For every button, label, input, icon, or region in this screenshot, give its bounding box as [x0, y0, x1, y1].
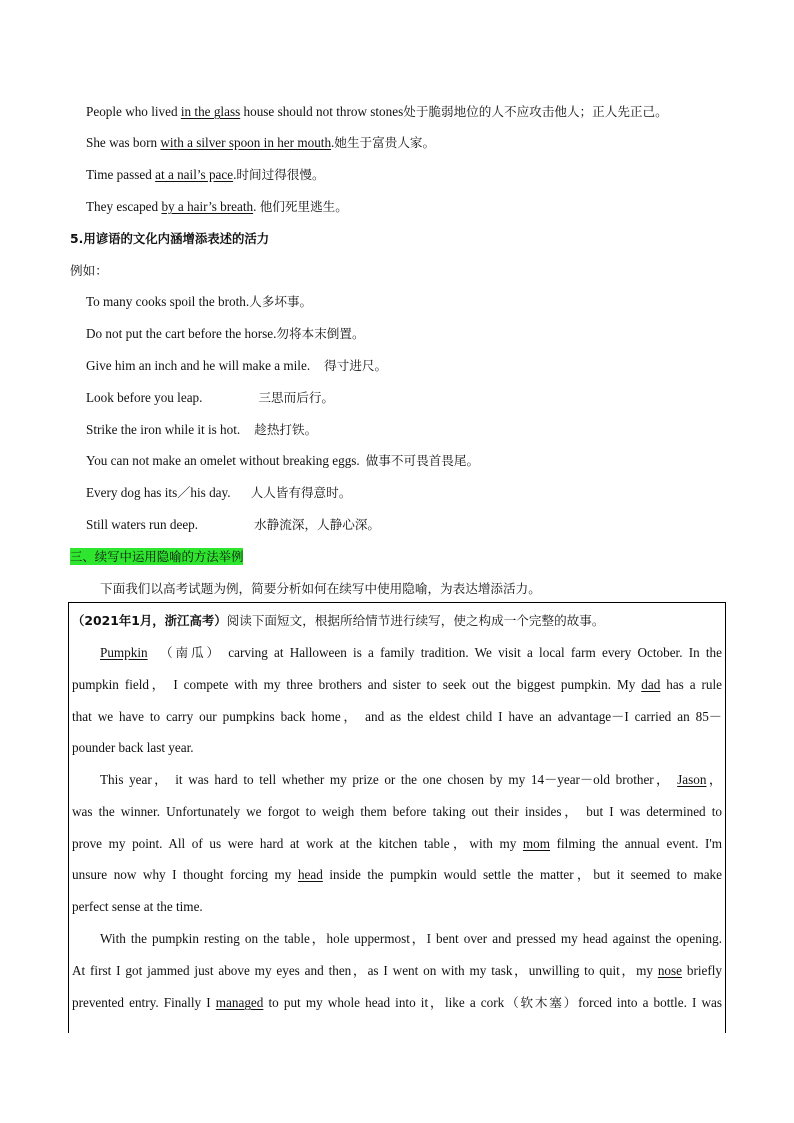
section-5-title: 5.用谚语的文化内涵增添表述的活力	[70, 231, 270, 246]
proverb-line: Strike the iron while it is hot. 趁热打铁。	[86, 422, 318, 437]
idiom-line: Time passed at a nail’s pace.时间过得很慢。	[86, 167, 325, 182]
passage-line: Pumpkin （南瓜） carving at Halloween is a family tradition. We visit a local farm every October. In the	[100, 645, 723, 660]
underlined-idiom: by a hair’s breath	[161, 199, 254, 214]
passage-line: prove my point. All of us were hard at work at the kitchen table，with my mom filming the annual event. I'm	[72, 836, 722, 851]
passage-line: At first I got jammed just above my eyes and then，as I went on with my task，unwilling to quit，my nose briefly	[72, 963, 723, 978]
proverb-line: Do not put the cart before the horse.勿将本末倒置。	[86, 326, 365, 341]
passage-line: With the pumpkin resting on the table，hole uppermost，I bent over and pressed my head against the opening.	[100, 931, 722, 946]
passage-line: was the winner. Unfortunately we forgot to weigh them before taking out their insides， but I was determined to	[72, 804, 722, 819]
underlined-idiom: at a nail’s pace	[155, 167, 234, 182]
passage-line: unsure now why I thought forcing my head inside the pumpkin would settle the matter，but it seemed to make	[72, 867, 722, 882]
proverb-line: Still waters run deep. 水静流深，人静心深。	[86, 517, 381, 532]
passage-line: perfect sense at the time.	[72, 899, 203, 914]
exam-source: （2021年1月，浙江高考）	[72, 613, 227, 628]
passage-line: prevented entry. Finally I managed to put my whole head into it，like a cork（软木塞）forced into a bottle. I was	[72, 995, 722, 1010]
proverb-line: To many cooks spoil the broth.人多坏事。	[86, 294, 313, 309]
underlined-idiom: in the glass	[180, 104, 241, 119]
idiom-line: They escaped by a hair’s breath. 他们死里逃生。	[86, 199, 348, 214]
intro-paragraph: 下面我们以高考试题为例，简要分析如何在续写中使用隐喻，为表达增添活力。	[100, 581, 541, 596]
section-3-heading: 三、续写中运用隐喻的方法举例	[70, 549, 244, 564]
example-label: 例如：	[70, 263, 108, 278]
passage-line: This year， it was hard to tell whether my prize or the one chosen by my 14－year－old brother， Jason，	[100, 772, 723, 787]
proverb-line: Give him an inch and he will make a mile. 得寸进尺。	[86, 358, 388, 373]
idiom-line: People who lived in the glass house should not throw stones处于脆弱地位的人不应攻击他人；正人先正己。	[86, 104, 668, 119]
passage-line: pounder back last year.	[72, 740, 194, 755]
proverb-line: Look before you leap. 三思而后行。	[86, 390, 335, 405]
proverb-line: You can not make an omelet without breaking eggs. 做事不可畏首畏尾。	[86, 453, 480, 468]
passage-line: that we have to carry our pumpkins back home， and as the eldest child I have an advantage－I carried an 85－	[72, 709, 722, 724]
proverb-line: Every dog has its／his day. 人人皆有得意时。	[86, 485, 352, 500]
underlined-idiom: with a silver spoon in her mouth	[160, 135, 332, 150]
idiom-line: She was born with a silver spoon in her mouth.她生于富贵人家。	[86, 135, 436, 150]
task-instruction: （2021年1月，浙江高考）阅读下面短文，根据所给情节进行续写，使之构成一个完整的故事。	[72, 613, 605, 628]
passage-line: pumpkin field， I compete with my three brothers and sister to seek out the biggest pumpkin. My dad has a rule	[72, 677, 722, 692]
